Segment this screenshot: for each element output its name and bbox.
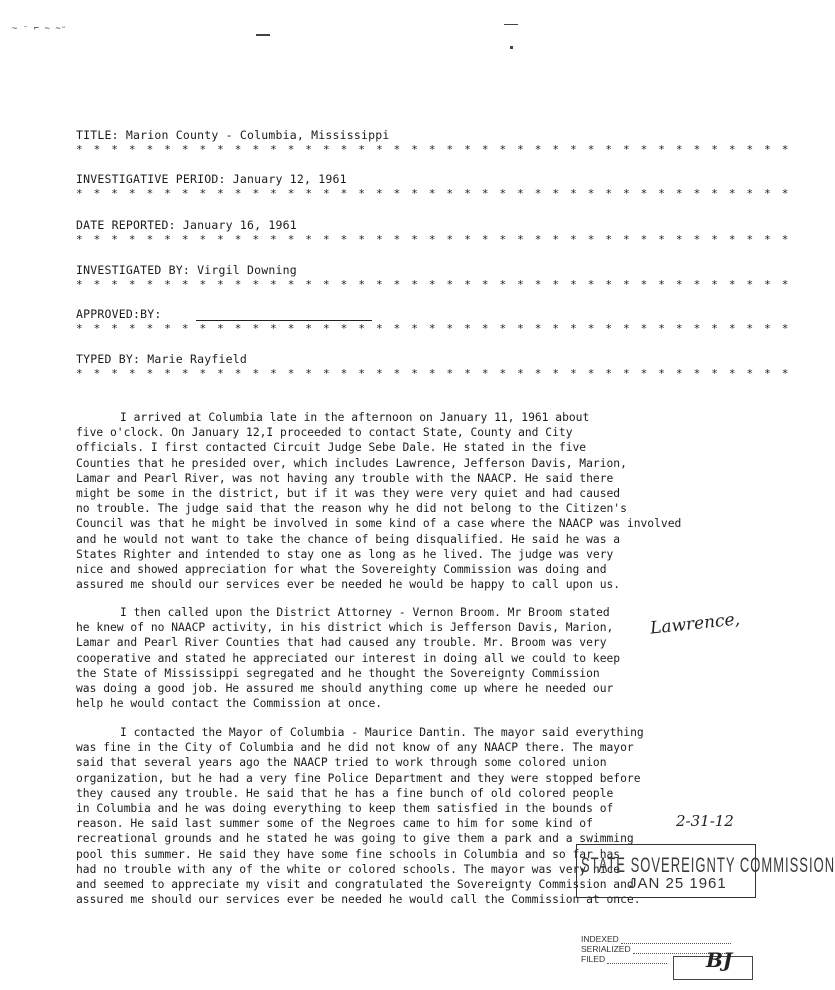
text-line: help he would contact the Commission at once. — [76, 697, 383, 711]
text-line: they caused any trouble. He said that he has a fine bunch of old colored people — [76, 786, 614, 800]
text-line: Lamar and Pearl River Counties that had caused any trouble. Mr. Broom was very — [76, 636, 607, 650]
star-divider: * * * * * * * * * * * * * * * * * * * * * * * * * * * * * * * * * * * * * * * * * — [76, 187, 791, 200]
title-label: TITLE: — [76, 128, 119, 142]
text-line: officials. I first contacted Circuit Judge Sebe Dale. He stated in the five — [76, 441, 587, 455]
text-line: might be some in the district, but if it was they were very quiet and had caused — [76, 487, 621, 501]
text-line: and he would not want to take the chance of being disqualified. He said he was a — [76, 532, 621, 546]
text-line: Council was that he might be involved in some kind of a case where the NAACP was involved — [76, 517, 682, 531]
handwritten-initials: BJ — [706, 948, 733, 972]
star-divider: * * * * * * * * * * * * * * * * * * * * * * * * * * * * * * * * * * * * * * * * * — [76, 322, 791, 335]
investigated-by-field — [76, 263, 297, 277]
text-line: cooperative and stated he appreciated our interest in doing all we could to keep — [76, 651, 621, 665]
text-line: nice and showed appreciation for what the Sovereighty Commission was doing and — [76, 563, 607, 577]
text-line: was doing a good job. He assured me should anything come up where he needed our — [76, 682, 614, 696]
text-line: Lamar and Pearl River, was not having any trouble with the NAACP. He said there — [76, 471, 614, 485]
text-line: and seemed to appreciate my visit and congratulated the Sovereignty Commission and — [76, 878, 634, 892]
text-line: I contacted the Mayor of Columbia - Maurice Dantin. The mayor said everything — [120, 726, 644, 739]
period-label: INVESTIGATIVE PERIOD: — [76, 172, 226, 186]
text-line: I arrived at Columbia late in the afternoon on January 11, 1961 about — [120, 411, 590, 424]
text-line: recreational grounds and he stated he was going to give them a park and a swimming — [76, 832, 634, 846]
scan-smudge: ~ ⁻ ⌐ ~ ~ᵕ — [12, 24, 67, 34]
text-line: was fine in the City of Columbia and he did not know of any NAACP there. The mayor — [76, 741, 634, 755]
text-line: in Columbia and he was doing everything to keep them satisfied in the bounds of — [76, 802, 614, 816]
text-line: had no trouble with any of the white or colored schools. The mayor was very nice — [76, 862, 621, 876]
commission-stamp-label: STATE SOVEREIGNTY COMMISSION — [581, 853, 835, 877]
filed-label: FILED — [581, 954, 606, 964]
star-divider: * * * * * * * * * * * * * * * * * * * * * * * * * * * * * * * * * * * * * * * * * — [76, 233, 791, 246]
text-line: I then called upon the District Attorney - Vernon Broom. Mr Broom stated — [120, 606, 610, 619]
investigated-value: Virgil Downing — [197, 263, 297, 277]
paragraph-district-attorney — [76, 605, 736, 711]
commission-stamp — [576, 844, 835, 898]
reported-value: January 16, 1961 — [182, 218, 297, 232]
handwritten-file-number: 2-31-12 — [676, 812, 734, 830]
title-field — [76, 128, 389, 142]
text-line: assured me should our services ever be needed he would call the Commission at once. — [76, 893, 641, 907]
text-line: five o'clock. On January 12,I proceeded to contact State, County and City — [76, 426, 573, 440]
text-line: Counties that he presided over, which includes Lawrence, Jefferson Davis, Marion, — [76, 456, 627, 470]
investigative-period-field — [76, 172, 347, 186]
star-divider: * * * * * * * * * * * * * * * * * * * * * * * * * * * * * * * * * * * * * * * * * — [76, 367, 791, 380]
reported-label: DATE REPORTED: — [76, 218, 176, 232]
text-line: reason. He said last summer some of the Negroes came to him for some kind of — [76, 817, 593, 831]
commission-stamp-date: JAN 25 1961 — [629, 875, 727, 892]
text-line: States Righter and intended to stay one as long as he lived. The judge was very — [76, 547, 614, 561]
date-reported-field — [76, 218, 297, 232]
approved-by-field — [76, 307, 161, 321]
approved-label: APPROVED:BY: — [76, 307, 162, 321]
period-value: January 12, 1961 — [232, 172, 347, 186]
star-divider: * * * * * * * * * * * * * * * * * * * * * * * * * * * * * * * * * * * * * * * * * — [76, 143, 791, 156]
text-line: the State of Mississippi segregated and he thought the Sovereignty Commission — [76, 666, 600, 680]
typed-by-field — [76, 352, 247, 366]
typed-value: Marie Rayfield — [147, 352, 247, 366]
text-line: organization, but he had a very fine Police Department and they were stopped before — [76, 771, 641, 785]
text-line: said that several years ago the NAACP tried to work through some colored union — [76, 756, 607, 770]
scan-mark — [510, 46, 513, 49]
scan-mark — [504, 24, 518, 25]
text-line: no trouble. The judge said that the reason why he did not belong to the Citizen's — [76, 502, 627, 516]
text-line: pool this summer. He said they have some fine schools in Columbia and so far has — [76, 847, 621, 861]
text-line: assured me should our services ever be needed he would be happy to call upon us. — [76, 578, 621, 592]
investigated-label: INVESTIGATED BY: — [76, 263, 190, 277]
text-line: he knew of no NAACP activity, in his district which is Jefferson Davis, Marion, — [76, 621, 614, 635]
indexed-label: INDEXED — [581, 934, 619, 944]
star-divider: * * * * * * * * * * * * * * * * * * * * * * * * * * * * * * * * * * * * * * * * * — [76, 278, 791, 291]
title-value: Marion County - Columbia, Mississippi — [125, 128, 390, 142]
scan-mark — [256, 34, 270, 36]
approved-signature-line — [196, 320, 372, 321]
typed-label: TYPED BY: — [76, 352, 141, 366]
serialized-label: SERIALIZED — [581, 944, 631, 954]
paragraph-judge — [76, 410, 736, 592]
handwritten-lawrence: Lawrence, — [649, 609, 741, 639]
